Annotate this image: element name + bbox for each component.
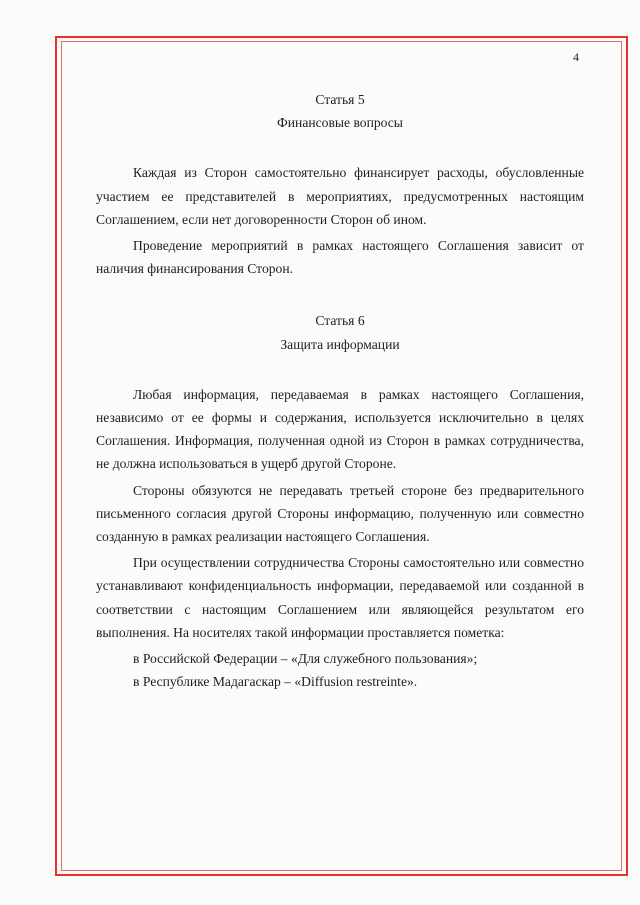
paragraph: Любая информация, передаваемая в рамках настоящего Соглашения, независимо от ее формы и содержания, используется исключительно в целях Соглашения. Информация, полученная одной из Сторон в рамках сотрудничества, не должна использоваться в ущерб другой Стороне. (96, 386, 584, 472)
article-heading: Финансовые вопросы (277, 115, 403, 131)
article-6 (96, 309, 584, 693)
document-body (96, 88, 584, 693)
paragraph: Каждая из Сторон самостоятельно финансирует расходы, обусловленные участием ее представителей в мероприятиях, предусмотренных настоящим Соглашением, если нет договоренности Сторон об ином. (96, 165, 584, 227)
article-title: Статья 6 (315, 313, 365, 329)
page-number: 4 (573, 50, 579, 64)
paragraph: При осуществлении сотрудничества Стороны самостоятельно или совместно устанавливают конфиденциальность информации, передаваемой или созданной в соответствии с настоящим Соглашением или являющейся результатом его выполнения. На носителях такой информации проставляется пометка: (96, 555, 584, 640)
marking-russia: в Российской Федерации – «Для служебного пользования»; (133, 651, 478, 667)
article-5 (96, 88, 584, 280)
paragraph: Проведение мероприятий в рамках настоящего Соглашения зависит от наличия финансирования Сторон. (96, 238, 584, 277)
paragraph: Стороны обязуются не передавать третьей стороне без предварительного письменного согласия другой Стороны информацию, полученную или совместно созданную в рамках реализации настоящего Соглашения. (96, 482, 584, 545)
marking-madagascar: в Республике Мадагаскар – «Diffusion restreinte». (133, 674, 418, 690)
article-title: Статья 5 (315, 92, 365, 107)
article-heading: Защита информации (280, 336, 400, 352)
